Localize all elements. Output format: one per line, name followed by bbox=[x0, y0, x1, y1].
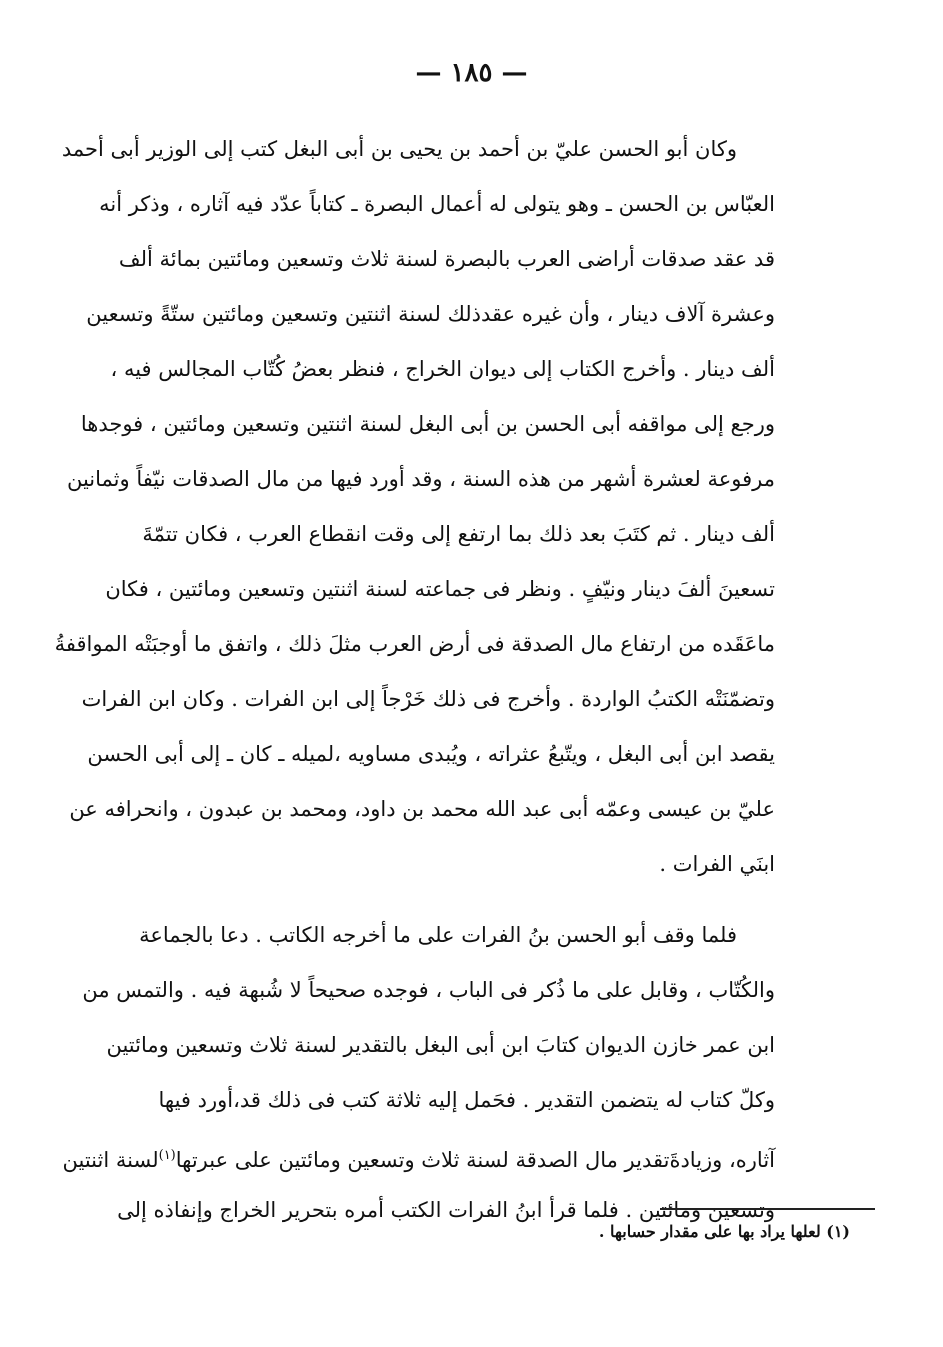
text-line: ألف دينار . ثم كتَبَ بعد ذلك بما ارتفع إلى وقت انقطاع العرب ، فكان تتمّةَ bbox=[142, 522, 775, 546]
text-line: فلما وقف أبو الحسن بنُ الفرات على ما أخرجه الكاتب . دعا بالجماعة bbox=[139, 923, 737, 947]
text-line: عليّ بن عيسى وعمّه أبى عبد الله محمد بن داود، ومحمد بن عبدون ، وانحرافه عن bbox=[69, 797, 775, 821]
text-line: تسعينَ ألفَ دينار ونيّفٍ . ونظر فى جماعته لسنة اثنتين وتسعين ومائتين ، فكان bbox=[105, 577, 775, 601]
footnote-divider bbox=[660, 1208, 875, 1210]
text-line: وكان أبو الحسن عليّ بن أحمد بن يحيى بن أبى البغل كتب إلى الوزير أبى أحمد bbox=[61, 137, 737, 161]
text-line: ورجع إلى مواقفه أبى الحسن بن أبى البغل لسنة اثنتين وتسعين ومائتين ، فوجدها bbox=[80, 412, 775, 436]
text-line: وتسعين ومائتين . فلما قرأ ابنُ الفرات الكتب أمره بتحرير الخراج وإنفاذه إلى bbox=[117, 1198, 775, 1222]
page-number: — ١٨٥ — bbox=[415, 58, 528, 88]
paragraph-spacer bbox=[150, 892, 775, 908]
text-line-with-footnote bbox=[62, 1128, 775, 1183]
text-line: ألف دينار . وأخرج الكتاب إلى ديوان الخراج ، فنظر بعضُ كُتّاب المجالس فيه ، bbox=[110, 357, 775, 381]
text-line-part: آثاره، وزيادةَتقدير مال الصدقة لسنة ثلاث وتسعين ومائتين على عبرتها bbox=[175, 1148, 775, 1172]
footnote-reference[interactable]: (١) bbox=[158, 1148, 176, 1163]
text-line: وكلّ كتاب له يتضمن التقدير . فحَمل إليه ثلاثة كتب فى ذلك قد،أورد فيها bbox=[158, 1088, 775, 1112]
text-line: والكُتّاب ، وقابل على ما ذُكر فى الباب ، فوجده صحيحاً لا شُبهة فيه . والتمس من bbox=[82, 978, 775, 1002]
text-line: يقصد ابن أبى البغل ، ويتّبعُ عثراته ، ويُبدى مساويه ،لميله ـ كان ـ إلى أبى الحسن bbox=[87, 742, 775, 766]
footnote: (١) لعلها يراد بها على مقدار حسابها . bbox=[598, 1222, 850, 1241]
main-text bbox=[54, 122, 775, 1238]
text-line-part: لسنة اثنتين bbox=[62, 1148, 159, 1172]
text-line: ابن عمر خازن الديوان كتابَ ابن أبى البغل بالتقدير لسنة ثلاث وتسعين ومائتين bbox=[106, 1033, 775, 1057]
text-line: ابنَي الفرات . bbox=[659, 852, 775, 876]
text-line: مرفوعة لعشرة أشهر من هذه السنة ، وقد أورد فيها من مال الصدقات نيّفاً وثمانين bbox=[66, 467, 775, 491]
text-line: وتضمّنَتْه الكتبُ الواردة . وأخرج فى ذلك خَرْجاً إلى ابن الفرات . وكان ابن الفرات bbox=[81, 687, 775, 711]
text-line: ماعَقَده من ارتفاع مال الصدقة فى أرض العرب مثلَ ذلك ، واتفق ما أوجبَتْه المواقفةُ bbox=[54, 632, 775, 656]
paragraph-1 bbox=[54, 122, 775, 892]
text-line: العبّاس بن الحسن ـ وهو يتولى له أعمال البصرة ـ كتاباً عدّد فيه آثاره ، وذكر أنه bbox=[99, 192, 775, 216]
text-line: وعشرة آلاف دينار ، وأن غيره عقدذلك لسنة اثنتين وتسعين ومائتين ستّةً وتسعين bbox=[86, 302, 775, 326]
paragraph-2 bbox=[62, 908, 775, 1238]
text-line: قد عقد صدقات أراضى العرب بالبصرة لسنة ثلاث وتسعين ومائتين بمائة ألف bbox=[118, 247, 775, 271]
